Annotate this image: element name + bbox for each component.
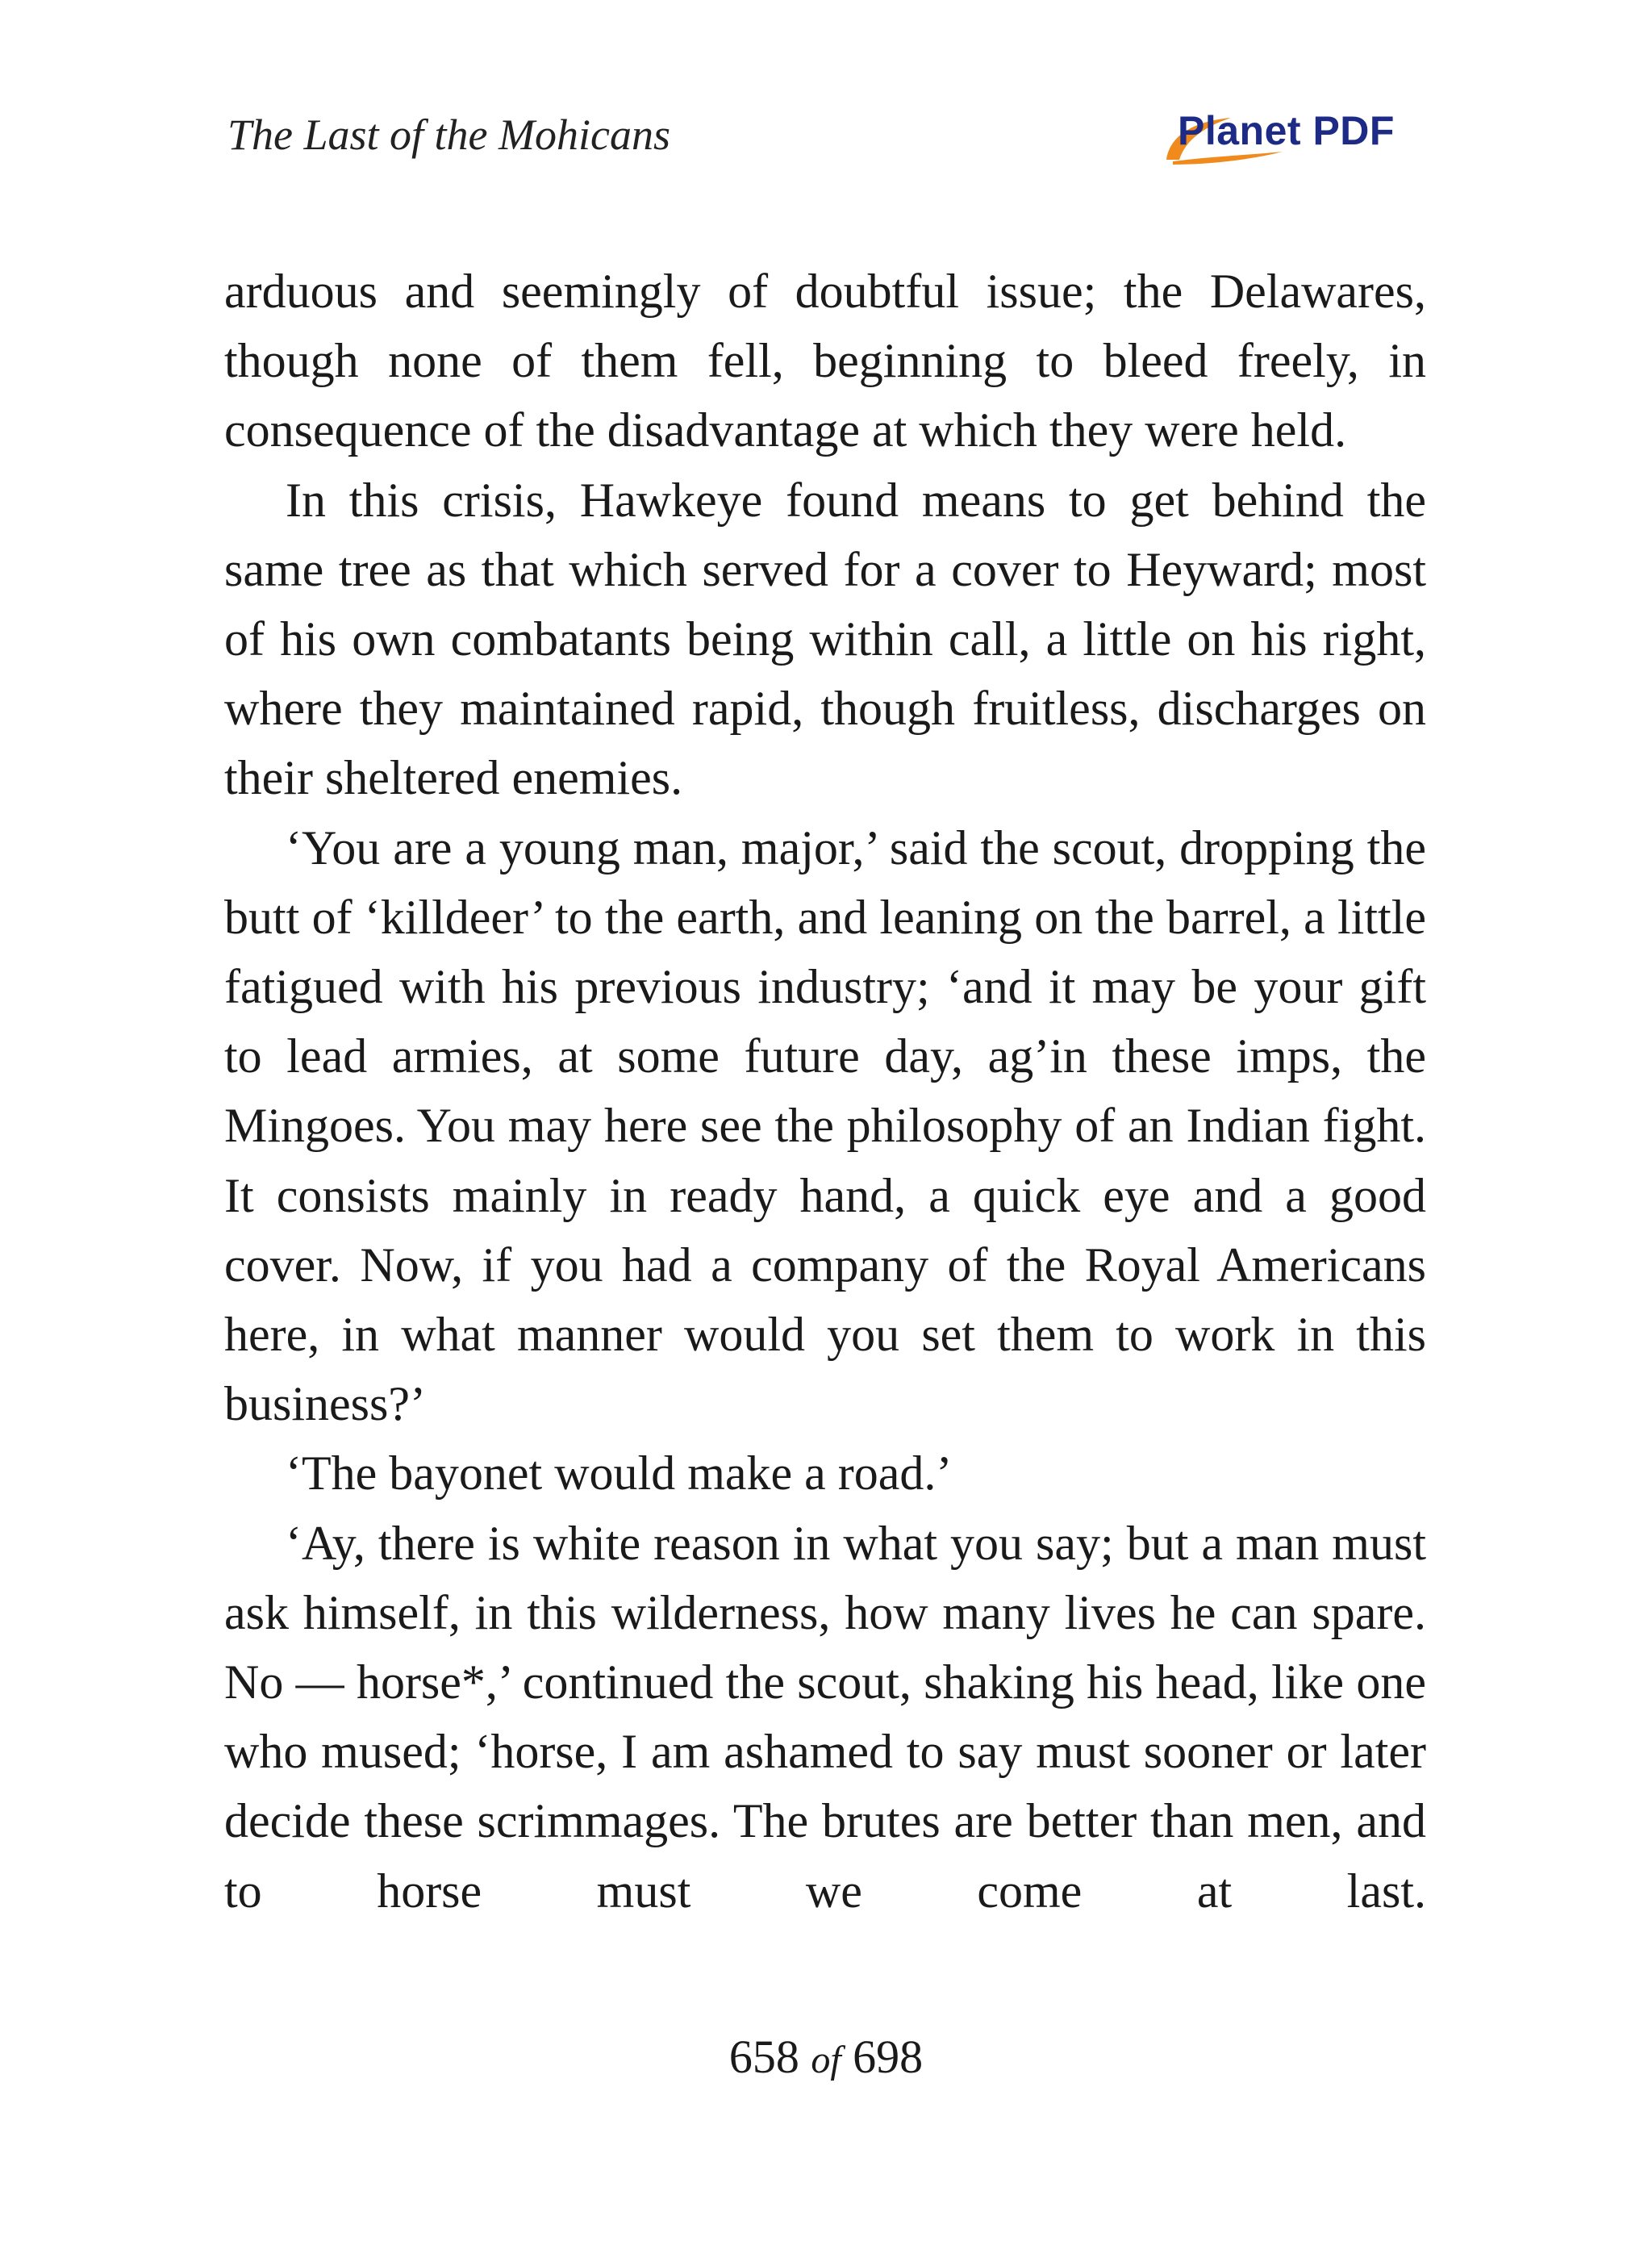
page-body <box>224 257 1426 1926</box>
page-of-label: of <box>811 2039 841 2081</box>
paragraph: arduous and seemingly of doubtful issue; the Delawares, though none of them fell, beginning to bleed freely, in consequence of the disadvantage at which they were held. <box>224 265 1426 457</box>
paragraph: In this crisis, Hawkeye found means to get behind the same tree as that which served for a cover to Heyward; most of his own combatants being within call, a little on his right, where they maintained rapid, though fruitless, discharges on their sheltered enemies. <box>224 473 1426 805</box>
paragraph: ‘The bayonet would make a road.’ <box>286 1446 953 1501</box>
total-pages: 698 <box>853 2031 924 2083</box>
page-header <box>0 0 1652 194</box>
page-number <box>0 2025 1652 2093</box>
book-title: The Last of the Mohicans <box>227 111 670 159</box>
paragraph: ‘Ay, there is white reason in what you say; but a man must ask himself, in this wilderness, how many lives he can spare. No — horse*,’ continued the scout, shaking his head, like one who mused; ‘horse, I am ashamed to say must sooner or later decide these scrimmages. The brutes are better than men, and to horse must we come at last. <box>224 1516 1426 1918</box>
logo-text: Planet PDF <box>1178 108 1395 153</box>
paragraph: ‘You are a young man, major,’ said the scout, dropping the butt of ‘killdeer’ to the earth, and leaning on the barrel, a little fatigued with his previous industry; ‘and it may be your gift to lead armies, at some future day, ag’in these imps, the Mingoes. You may here see the philosophy of an Indian fight. It consists mainly in ready hand, a quick eye and a good cover. Now, if you had a company of the Royal Americans here, in what manner would you set them to work in this business?’ <box>224 820 1426 1431</box>
current-page: 658 <box>728 2031 799 2083</box>
planet-pdf-logo <box>1162 103 1420 169</box>
